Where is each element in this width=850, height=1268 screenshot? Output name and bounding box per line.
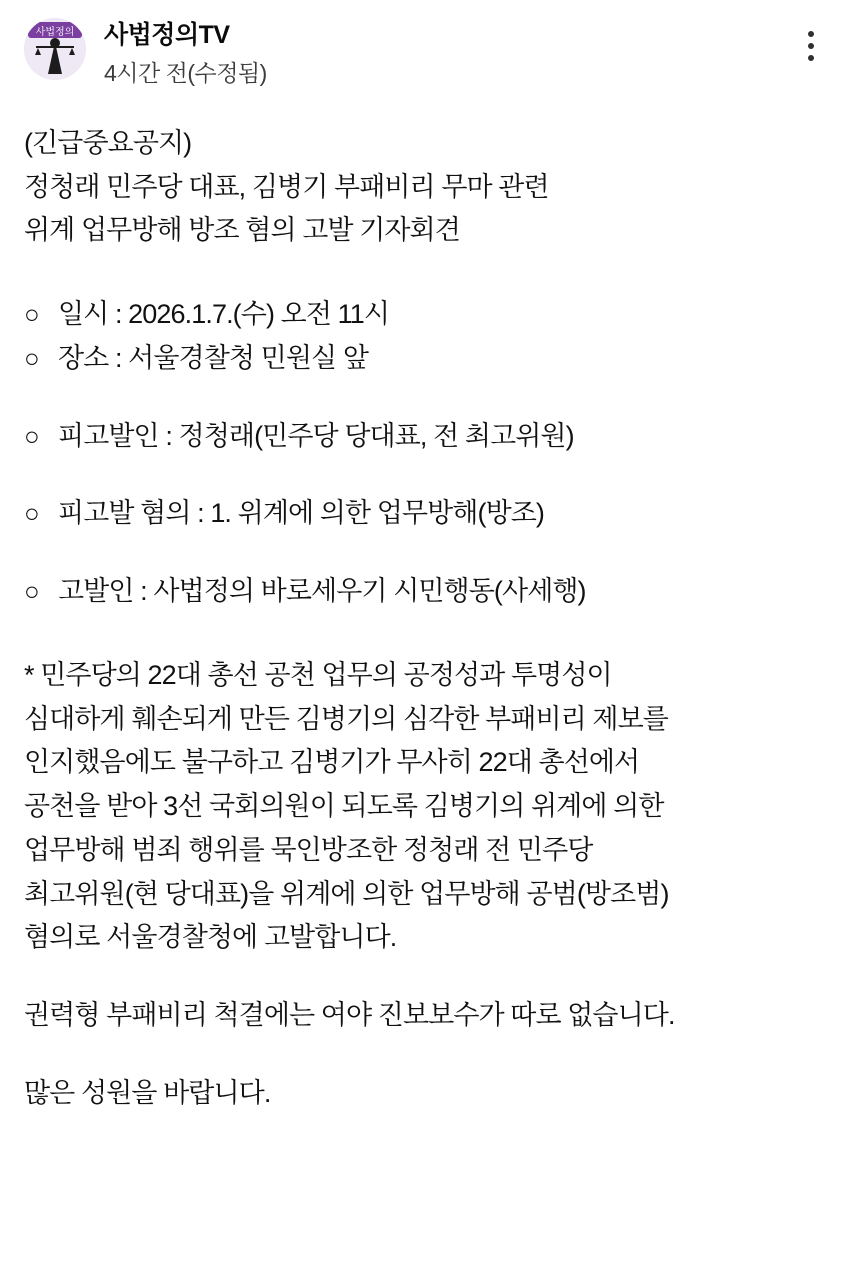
spacer [24, 1038, 828, 1072]
detail-item-accused [24, 415, 828, 459]
detail-item-text: 일시 : 2026.1.7.(수) 오전 11시 [58, 299, 390, 330]
post-subtitle-line-1: 정청래 민주당 대표, 김병기 부패비리 무마 관련 [24, 171, 549, 202]
post-subtitle-line-2: 위계 업무방해 방조 혐의 고발 기자회견 [24, 215, 460, 246]
circle-bullet-icon: ○ [24, 576, 39, 607]
spacer [24, 536, 828, 570]
spacer [24, 253, 828, 293]
spacer [24, 960, 828, 994]
circle-bullet-icon: ○ [24, 420, 39, 451]
detail-item-text: 고발인 : 사법정의 바로세우기 시민행동(사세행) [58, 576, 586, 607]
channel-block [104, 12, 267, 88]
kebab-dot [808, 43, 814, 49]
detail-item-text: 장소 : 서울경찰청 민원실 앞 [58, 342, 369, 373]
paragraph-line: 심대하게 훼손되게 만든 김병기의 심각한 부패비리 제보를 [24, 703, 668, 734]
paragraph-line: 인지했음에도 불구하고 김병기가 무사히 22대 총선에서 [24, 747, 640, 778]
circle-bullet-icon: ○ [24, 342, 39, 373]
post-timestamp: 4시간 전(수정됨) [104, 60, 267, 86]
kebab-menu-icon[interactable] [796, 26, 826, 66]
spacer [24, 458, 828, 492]
detail-item-text: 피고발 혐의 : 1. 위계에 의한 업무방해(방조) [58, 498, 545, 529]
channel-name[interactable]: 사법정의TV [104, 21, 230, 49]
detail-item-charge [24, 492, 828, 536]
post-header [0, 0, 850, 96]
svg-text:사법정의: 사법정의 [35, 27, 75, 38]
kebab-dot [808, 31, 814, 37]
avatar[interactable] [24, 18, 86, 80]
paragraph-line: 공천을 받아 3선 국회의원이 되도록 김병기의 위계에 의한 [24, 791, 664, 822]
kebab-dot [808, 55, 814, 61]
detail-item-text: 피고발인 : 정청래(민주당 당대표, 전 최고위원) [58, 420, 574, 451]
circle-bullet-icon: ○ [24, 498, 39, 529]
closing-line-1: 권력형 부패비리 척결에는 여야 진보보수가 따로 없습니다. [24, 1000, 675, 1031]
post-title: (긴급중요공지) [24, 128, 192, 158]
spacer [24, 614, 828, 654]
paragraph-line: 최고위원(현 당대표)을 위계에 의한 업무방해 공범(방조범) [24, 878, 669, 909]
paragraph-line: * 민주당의 22대 총선 공천 업무의 공정성과 투명성이 [24, 659, 612, 690]
detail-item-place [24, 337, 828, 381]
spacer [24, 381, 828, 415]
detail-item-date [24, 293, 828, 337]
closing-line-2: 많은 성원을 바랍니다. [24, 1077, 271, 1108]
detail-item-complainant [24, 570, 828, 614]
paragraph-line: 업무방해 범죄 행위를 묵인방조한 정청래 전 민주당 [24, 834, 593, 865]
post-body [0, 96, 850, 1115]
circle-bullet-icon: ○ [24, 299, 39, 330]
paragraph-line: 혐의로 서울경찰청에 고발합니다. [24, 922, 397, 953]
